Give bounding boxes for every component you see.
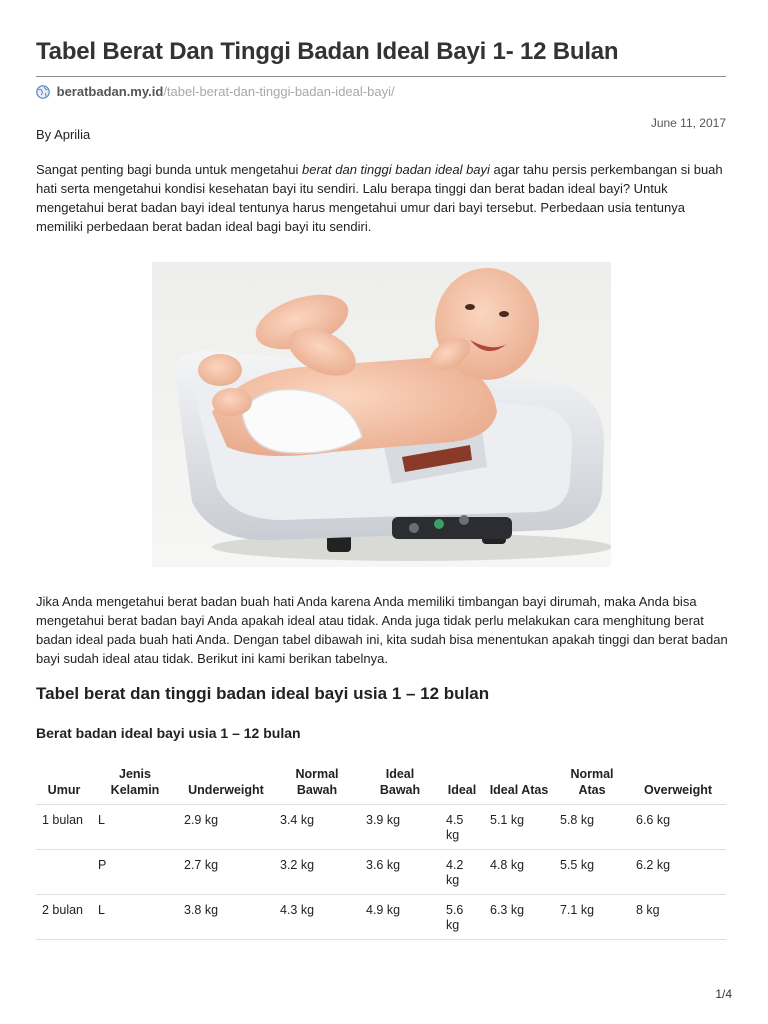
cell-overweight: 8 kg	[630, 895, 726, 940]
table-row	[36, 895, 726, 940]
weight-table	[36, 760, 726, 940]
cell-ideal-atas: 6.3 kg	[484, 895, 554, 940]
cell-normal-atas: 7.1 kg	[554, 895, 630, 940]
source-domain[interactable]: beratbadan.my.id	[56, 84, 164, 99]
table-row	[36, 850, 726, 895]
cell-normal-bawah: 3.4 kg	[274, 805, 360, 850]
cell-overweight: 6.2 kg	[630, 850, 726, 895]
cell-ideal: 4.5 kg	[440, 805, 484, 850]
cell-underweight: 3.8 kg	[178, 895, 274, 940]
cell-overweight: 6.6 kg	[630, 805, 726, 850]
cell-ideal: 5.6 kg	[440, 895, 484, 940]
page-number: 1/4	[715, 987, 732, 1001]
cell-jenis-kelamin: P	[92, 850, 178, 895]
table-row	[36, 805, 726, 850]
cell-normal-bawah: 3.2 kg	[274, 850, 360, 895]
col-ideal: Ideal	[440, 760, 484, 805]
col-ideal-bawah: Ideal Bawah	[360, 760, 440, 805]
section-heading: Tabel berat dan tinggi badan ideal bayi usia 1 – 12 bulan	[36, 684, 490, 703]
intro-text-start: Sangat penting bagi bunda untuk mengetahui	[36, 162, 302, 177]
cell-normal-bawah: 4.3 kg	[274, 895, 360, 940]
col-ideal-atas: Ideal Atas	[484, 760, 554, 805]
cell-umur	[36, 850, 92, 895]
cell-umur: 2 bulan	[36, 895, 92, 940]
page-title: Tabel Berat Dan Tinggi Badan Ideal Bayi 1- 12 Bulan	[36, 38, 619, 65]
cell-jenis-kelamin: L	[92, 895, 178, 940]
cell-ideal-atas: 5.1 kg	[484, 805, 554, 850]
cell-normal-atas: 5.8 kg	[554, 805, 630, 850]
cell-ideal-bawah: 3.9 kg	[360, 805, 440, 850]
title-divider	[36, 76, 726, 77]
col-jenis-kelamin: Jenis Kelamin	[92, 760, 178, 805]
publish-date: June 11, 2017	[650, 116, 726, 130]
col-overweight: Overweight	[630, 760, 726, 805]
intro-text-end: agar tahu persis perkembangan si buah hati serta mengetahui kondisi kesehatan bayi itu sendiri. Lalu berapa tinggi dan berat badan ideal bayi? Untuk mengetahui berat badan bayi ideal tentunya harus mengetahui umur dari bayi tersebut. Perbedaan usia tentunya memiliki perbedaan berat badan ideal bagi bayi itu sendiri.	[36, 162, 723, 234]
subsection-heading: Berat badan ideal bayi usia 1 – 12 bulan	[36, 725, 301, 741]
cell-normal-atas: 5.5 kg	[554, 850, 630, 895]
col-normal-atas: Normal Atas	[554, 760, 630, 805]
globe-icon	[36, 85, 50, 99]
cell-umur: 1 bulan	[36, 805, 92, 850]
cell-ideal-bawah: 4.9 kg	[360, 895, 440, 940]
cell-underweight: 2.9 kg	[178, 805, 274, 850]
table-header-row	[36, 760, 726, 805]
intro-paragraph	[36, 160, 732, 236]
col-normal-bawah: Normal Bawah	[274, 760, 360, 805]
intro-emphasis: berat dan tinggi badan ideal bayi	[302, 162, 490, 177]
author-byline: By Aprilia	[36, 127, 91, 142]
body-paragraph: Jika Anda mengetahui berat badan buah hati Anda karena Anda memiliki timbangan bayi dirumah, maka Anda bisa mengetahui berat badan bayi Anda apakah ideal atau tidak. Anda juga tidak perlu melakukan cara menghitung berat badan ideal pada buah hati Anda. Dengan tabel dibawah ini, kita sudah bisa menentukan apakah tinggi dan berat badan bayi sudah ideal atau tidak. Berikut ini kami berikan tabelnya.	[36, 594, 728, 666]
source-path[interactable]: /tabel-berat-dan-tinggi-badan-ideal-bayi/	[163, 84, 395, 99]
col-umur: Umur	[36, 760, 92, 805]
cell-ideal-atas: 4.8 kg	[484, 850, 554, 895]
source-link[interactable]	[36, 84, 395, 99]
cell-underweight: 2.7 kg	[178, 850, 274, 895]
cell-ideal: 4.2 kg	[440, 850, 484, 895]
cell-ideal-bawah: 3.6 kg	[360, 850, 440, 895]
baby-on-scale-photo	[152, 262, 611, 567]
col-underweight: Underweight	[178, 760, 274, 805]
cell-jenis-kelamin: L	[92, 805, 178, 850]
